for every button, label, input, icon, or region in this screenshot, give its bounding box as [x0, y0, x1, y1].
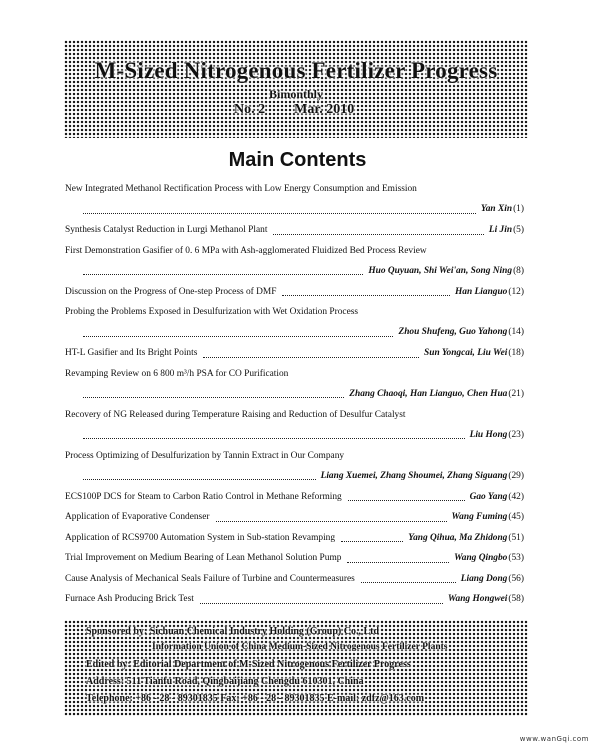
entry-title: Revamping Review on 6 800 m³/h PSA for CO Purification — [65, 368, 289, 379]
entry-authors: Wang Qingbo — [454, 553, 508, 563]
edited-by: Edited by: Editorial Department of M-Sized Nitrogenous Fertilizer Progress — [86, 659, 411, 670]
toc-entry — [65, 246, 524, 280]
issue-number: No. 2 — [234, 102, 266, 117]
toc-entry — [65, 574, 524, 588]
dot-leader — [361, 582, 456, 583]
entry-authors: Gao Yang — [469, 491, 508, 502]
sponsored-by-2: Information Union of China Medium-Sized Nitrogenous Fertilizer Plants — [152, 642, 448, 652]
entry-page: (5) — [513, 225, 524, 235]
entry-authors: Zhou Shufeng, Guo Yahong — [398, 327, 508, 337]
entry-title: Cause Analysis of Mechanical Seals Failure of Turbine and Countermeasures — [65, 573, 355, 584]
entry-authors: Wang Fuming — [451, 512, 508, 522]
dot-leader — [282, 295, 450, 296]
dot-leader — [347, 562, 449, 563]
entry-page: (21) — [508, 388, 524, 399]
toc-entry — [65, 184, 524, 218]
entry-page: (53) — [508, 553, 524, 563]
journal-footer — [64, 620, 528, 716]
entry-title: Synthesis Catalyst Reduction in Lurgi Methanol Plant — [65, 225, 268, 235]
journal-frequency: Bimonthly — [268, 87, 323, 101]
toc-entry — [65, 512, 524, 526]
dot-leader — [341, 541, 403, 542]
entry-authors: Li Jin — [488, 225, 513, 235]
issue-date: Mar. 2010 — [294, 102, 355, 117]
entry-authors: Yang Qihua, Ma Zhidong — [408, 532, 508, 543]
toc-entry — [65, 287, 524, 301]
entry-authors: Liang Xuemei, Zhang Shoumei, Zhang Siguang — [320, 470, 508, 481]
toc-entry — [65, 553, 524, 567]
toc-entry — [65, 533, 524, 547]
entry-page: (14) — [508, 327, 524, 337]
dot-leader — [83, 274, 363, 275]
entry-title: Probing the Problems Exposed in Desulfurization with Wet Oxidation Process — [65, 307, 359, 317]
dot-leader — [200, 603, 443, 604]
entry-title: First Demonstration Gasifier of 0. 6 MPa with Ash-agglomerated Fluidized Bed Process Review — [65, 245, 427, 256]
issue-info — [234, 102, 354, 118]
watermark: www.wanGqi.com — [519, 735, 589, 743]
address: Address: 511 Tianfu Road, Qingbaijiang Chengdu 610301, China — [86, 676, 364, 687]
entry-authors: Liang Dong — [460, 573, 508, 584]
toc-entry — [65, 410, 524, 444]
toc-entry — [65, 348, 524, 362]
dot-leader — [83, 397, 344, 398]
entry-authors: Yan Xin — [480, 204, 513, 214]
toc-entry — [65, 451, 524, 485]
entry-page: (51) — [508, 532, 524, 543]
entry-title: Furnace Ash Producing Brick Test — [65, 594, 194, 604]
entry-authors: Zhang Chaoqi, Han Lianguo, Chen Hua — [349, 388, 508, 399]
dot-leader — [273, 234, 483, 235]
entry-page: (45) — [508, 512, 524, 522]
journal-header — [64, 40, 528, 138]
entry-page: (29) — [508, 470, 524, 481]
dot-leader — [83, 336, 393, 337]
dot-leader — [203, 357, 419, 358]
toc-entry — [65, 594, 524, 608]
entry-title: Recovery of NG Released during Temperature Raising and Reduction of Desulfur Catalyst — [65, 409, 406, 420]
entry-page: (42) — [508, 491, 524, 502]
entry-authors: Han Lianguo — [455, 286, 508, 297]
toc-entry — [65, 225, 524, 239]
toc-entry — [65, 369, 524, 403]
entry-title: Application of RCS9700 Automation System in Sub-station Revamping — [65, 532, 336, 543]
entry-page: (58) — [508, 594, 524, 604]
entry-title: Trial Improvement on Medium Bearing of Lean Methanol Solution Pump — [65, 553, 342, 563]
dot-leader — [83, 438, 465, 439]
dot-leader — [83, 213, 476, 214]
dot-leader — [348, 500, 465, 501]
entry-page: (12) — [508, 286, 524, 297]
telephone: Telephone: +86 - 28 - 89301835 Fax: +86 - 28 - 89301835 E-mail: zdfz@163.com — [86, 693, 425, 704]
entry-page: (23) — [508, 429, 524, 440]
entry-title: Discussion on the Progress of One-step Process of DMF — [65, 286, 277, 297]
toc-entry — [65, 307, 524, 341]
entry-authors: Huo Quyuan, Shi Wei'an, Song Ning — [368, 265, 513, 276]
entry-authors: Wang Hongwei — [447, 594, 508, 604]
entry-page: (1) — [513, 204, 524, 214]
entry-page: (8) — [513, 265, 524, 276]
dot-leader — [83, 479, 316, 480]
page-title: Main Contents — [228, 149, 367, 171]
entry-title: HT-L Gasifier and Its Bright Points — [65, 348, 198, 358]
entry-page: (18) — [508, 348, 524, 358]
sponsored-by: Sponsored by: Sichuan Chemical Industry Holding (Group) Co., Ltd — [86, 626, 380, 637]
entry-title: Application of Evaporative Condenser — [65, 512, 210, 522]
toc-entry — [65, 492, 524, 506]
entry-title: New Integrated Methanol Rectification Process with Low Energy Consumption and Emission — [65, 184, 417, 194]
entry-authors: Liu Hong — [469, 429, 508, 440]
dot-leader — [216, 521, 447, 522]
entry-title: ECS100P DCS for Steam to Carbon Ratio Control in Methane Reforming — [65, 491, 342, 502]
journal-title: M-Sized Nitrogenous Fertilizer Progress — [94, 58, 498, 83]
entry-page: (56) — [508, 573, 524, 584]
entry-title: Process Optimizing of Desulfurization by Tannin Extract in Our Company — [65, 450, 345, 461]
entry-authors: Sun Yongcai, Liu Wei — [424, 348, 508, 358]
